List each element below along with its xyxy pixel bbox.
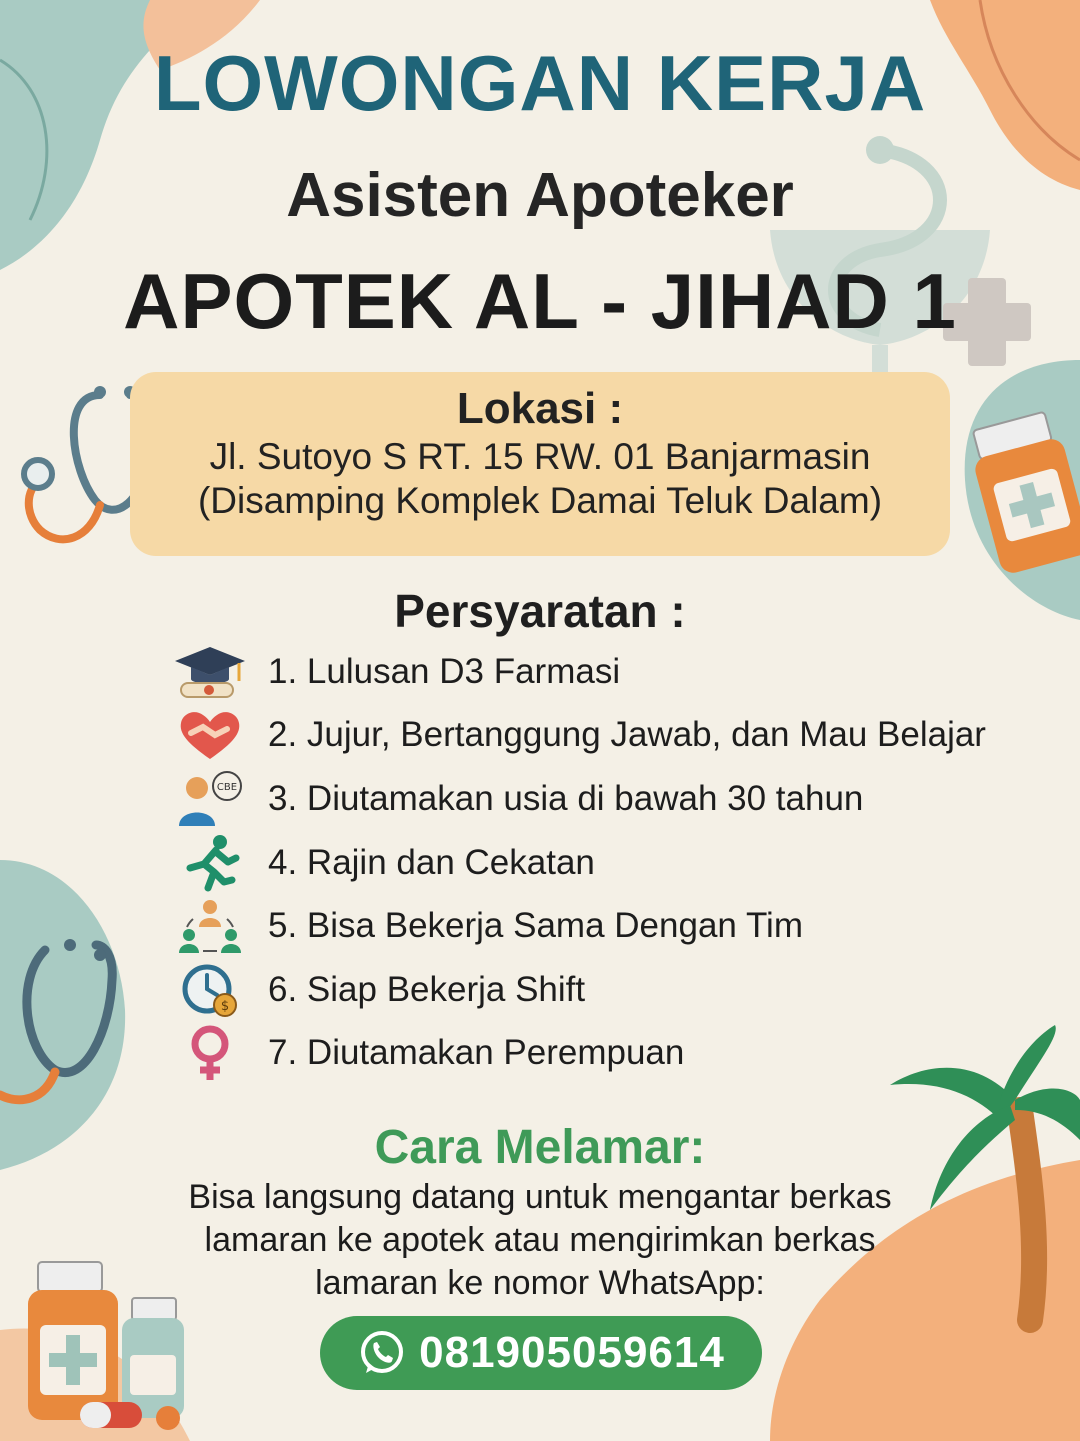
whatsapp-contact-button[interactable] — [320, 1316, 762, 1390]
svg-text:CBE: CBE — [216, 781, 238, 793]
requirement-text: 1. Lulusan D3 Farmasi — [268, 651, 621, 691]
heart-handshake-icon — [172, 705, 248, 765]
apply-line: Bisa langsung datang untuk mengantar berkas — [188, 1178, 892, 1216]
location-title: Lokasi : — [456, 384, 624, 433]
requirement-text: 2. Jujur, Bertanggung Jawab, dan Mau Belajar — [268, 715, 986, 755]
requirement-item — [172, 640, 1072, 704]
running-person-icon — [172, 833, 248, 893]
requirement-item — [172, 1022, 1072, 1086]
person-age-icon — [172, 769, 248, 829]
location-address-line2: (Disamping Komplek Damai Teluk Dalam) — [197, 480, 883, 521]
requirement-item — [172, 831, 1072, 895]
apply-line: lamaran ke nomor WhatsApp: — [315, 1264, 765, 1302]
svg-text:$: $ — [220, 998, 230, 1014]
requirement-item — [172, 704, 1072, 768]
requirement-text: 3. Diutamakan usia di bawah 30 tahun — [268, 778, 864, 818]
location-address-line1: Jl. Sutoyo S RT. 15 RW. 01 Banjarmasin — [209, 436, 871, 477]
clock-shift-icon — [172, 960, 248, 1020]
female-symbol-icon — [172, 1023, 248, 1083]
location-box — [130, 372, 950, 556]
requirement-item — [172, 958, 1072, 1022]
requirements-title: Persyaratan : — [394, 585, 686, 637]
requirement-text: 6. Siap Bekerja Shift — [268, 969, 586, 1009]
requirements-list — [172, 640, 1072, 1085]
company-name: APOTEK AL - JIHAD 1 — [123, 257, 957, 345]
job-title: Asisten Apoteker — [286, 161, 794, 230]
apply-instructions — [120, 1176, 960, 1305]
team-icon — [172, 896, 248, 956]
whatsapp-icon — [357, 1328, 407, 1378]
requirement-item — [172, 894, 1072, 958]
whatsapp-number: 081905059614 — [419, 1328, 725, 1377]
requirement-text: 4. Rajin dan Cekatan — [268, 842, 595, 882]
requirement-text: 5. Bisa Bekerja Sama Dengan Tim — [268, 906, 803, 946]
requirement-item — [172, 767, 1072, 831]
graduation-cap-icon — [172, 642, 248, 702]
headline: LOWONGAN KERJA — [153, 39, 927, 127]
apply-title: Cara Melamar: — [374, 1121, 706, 1174]
apply-line: lamaran ke apotek atau mengirimkan berkas — [204, 1221, 876, 1259]
requirement-text: 7. Diutamakan Perempuan — [268, 1033, 685, 1073]
